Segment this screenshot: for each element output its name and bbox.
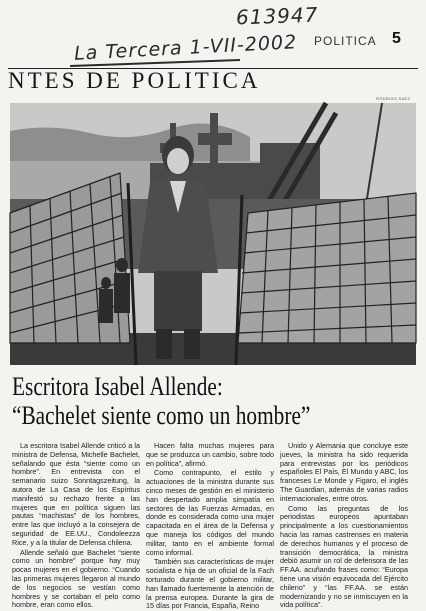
article-paragraph: Como las preguntas de los periodistas europeos apuntaban principalmente a los cuestionamientos hacia las ramas castrenses en materia de derechos humanos y el proceso de transición democrática, la ministra debió asumir un rol de defensora de las FF.AA. acuñando frases como: “Europa tiene una visión equivocada del Ejército chileno” y “las FF.AA. se están modernizando y no se inmiscuyen en la vida política”. — [280, 503, 408, 610]
photo-net-right — [238, 193, 416, 343]
handwritten-reference-number: 613947 — [235, 2, 319, 30]
article-paragraph: Como contrapunto, el estilo y actuaciones de la ministra durante sus cinco meses de gestión en el ministerio han despertado amplia simpatía en sectores de las Fuerzas Armadas, en donde es considerada como una mujer capacitada en el área de la Defensa y que maneja los códigos del mundo militar, tanto en el ambiente formal como informal. — [146, 468, 274, 557]
headline-line-2: “Bachelet siente como un hombre” — [12, 401, 311, 430]
page-number: 5 — [392, 30, 401, 47]
photo-credit: RODRIGO SAEZ — [376, 96, 411, 101]
section-header-title: NTES DE POLITICA — [8, 68, 261, 93]
article-paragraph: Unido y Alemania que concluye este jueves, la ministra ha sido requerida para entrevistas por los periódicos españoles El País, El Mundo y ABC, los franceses Le Monde y Figaro, el inglés The Guardian, además de varias radios internacionales, entre otros. — [280, 441, 408, 503]
article-column-1 — [12, 441, 140, 610]
article-paragraph: Hacen falta muchas mujeres para que se produzca un cambio, sobre todo en política”, afirmó. — [146, 441, 274, 468]
section-name: POLITICA — [314, 34, 377, 48]
news-photo — [10, 103, 416, 365]
handwritten-source-date: La Tercera 1-VII-2002 — [73, 31, 298, 65]
article-paragraph: La escritora Isabel Allende criticó a la ministra de Defensa, Michelle Bachelet, señalando que ésta “siente como un hombre”. En entrevista con el semanario suizo Sonntagszeitung, la autora de La Casa de los Espíritus manifestó su rechazo frente a las mujeres que en política siguen las pautas “machistas” de los hombres, entre las que incluyó a la consejera de seguridad de EE.UU., Condoleezza Rice, y a la titular de Defensa chilena. — [12, 441, 140, 547]
article-paragraph: Allende señaló que Bachelet “siente como un hombre” porque hay muy pocas mujeres en el gobierno. “Cuando las primeras mujeres llegaron al mundo de los negocios se vestían como hombres y se cortaban el pelo como hombre, eran como ellos. — [12, 547, 140, 610]
headline — [12, 372, 343, 430]
headline-line-1: Escritora Isabel Allende: — [12, 372, 223, 401]
article-column-3 — [280, 441, 408, 610]
article-paragraph: También sus características de mujer socialista e hija de un oficial de la Fach torturado durante el gobierno militar, han llamado fuertemente la atención de la prensa europea. Durante la gira de 15 días por Francia, España, Reino — [146, 557, 274, 611]
article-column-2 — [146, 441, 274, 611]
photo-illustration — [10, 103, 416, 365]
